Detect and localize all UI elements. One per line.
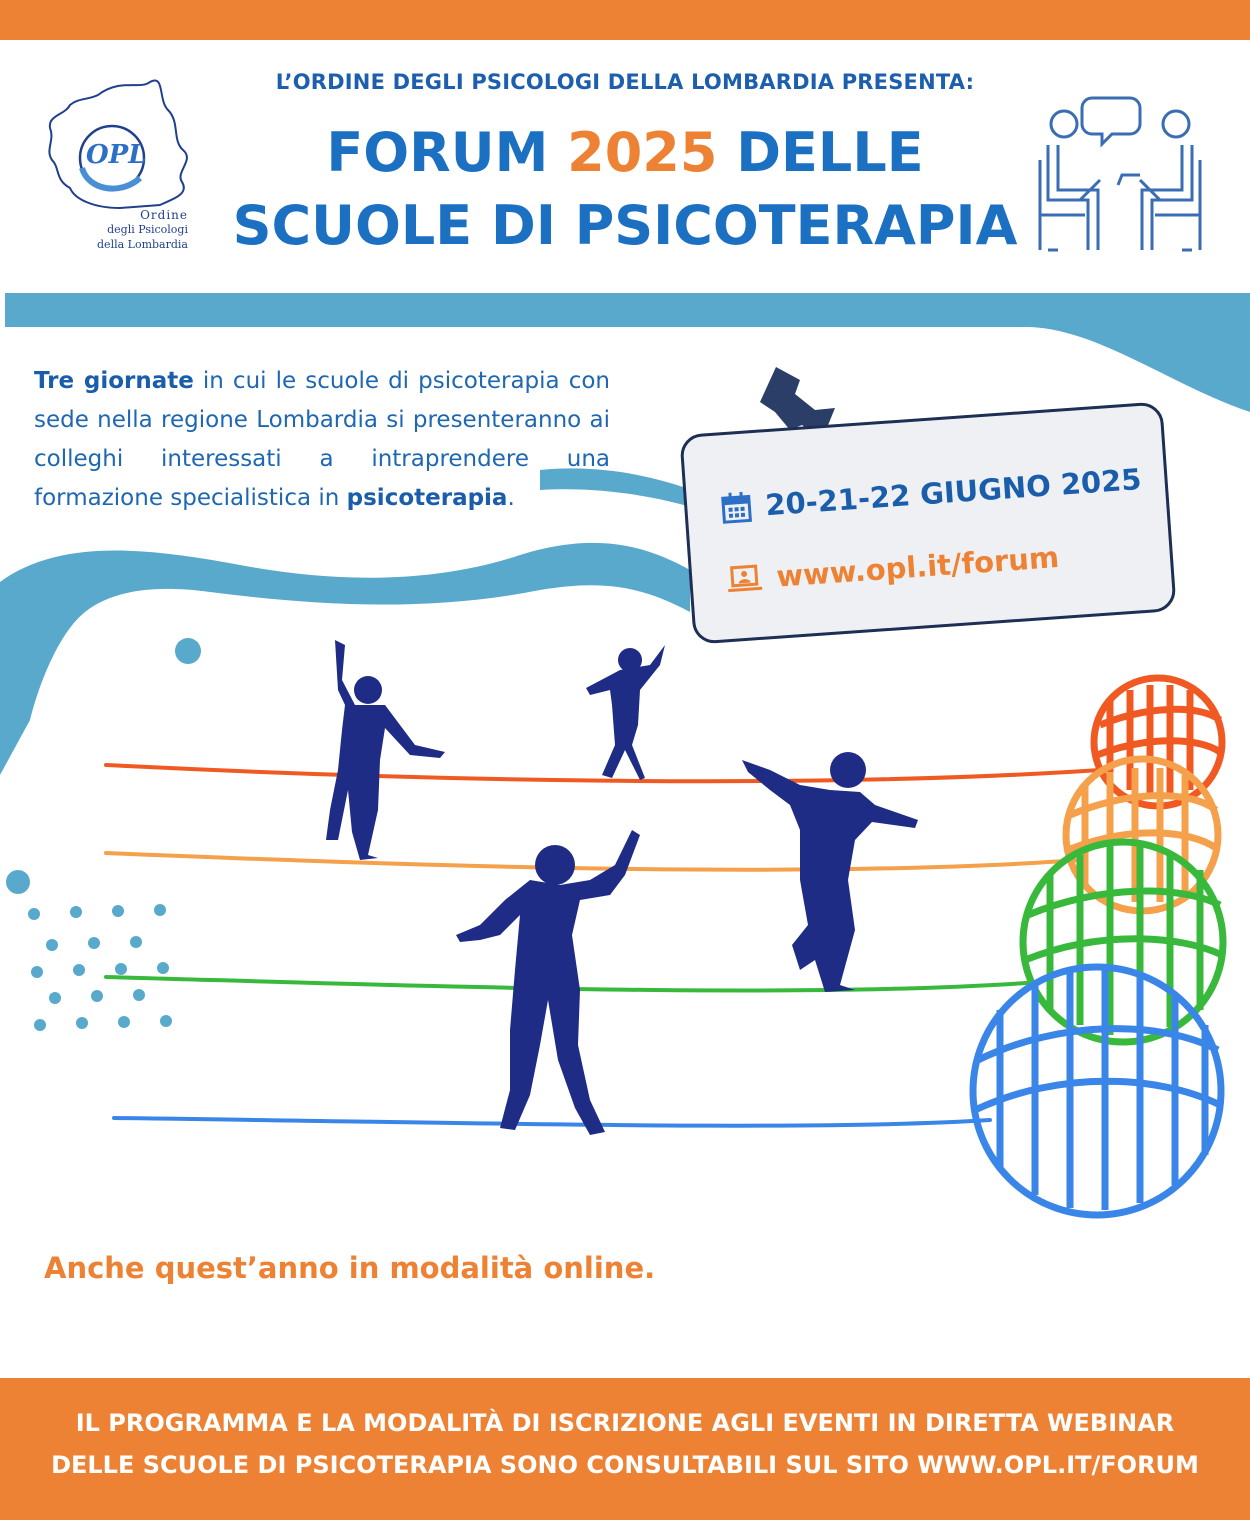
title-part1: FORUM (326, 121, 568, 184)
event-date-row (720, 462, 1142, 525)
online-note: Anche quest’anno in modalità online. (44, 1251, 656, 1285)
event-url-link[interactable]: www.opl.it/forum (775, 539, 1061, 594)
footer-line1: IL PROGRAMMA E LA MODALITÀ DI ISCRIZIONE AGLI EVENTI IN DIRETTA WEBINAR (75, 1409, 1175, 1437)
page-title-line2: SCUOLE DI PSICOTERAPIA (232, 194, 1018, 257)
calendar-icon (720, 490, 752, 524)
laptop-icon (725, 563, 763, 595)
logo-line3: della Lombardia (97, 238, 188, 251)
title-part2: DELLE (717, 121, 924, 184)
event-url-row (725, 540, 1060, 597)
intro-text-end: . (507, 485, 515, 511)
intro-text: in cui le scuole di psicoterapia con sede nella regione Lombardia si presenteranno ai colleghi interessati a intraprendere una formazione specialistica in (34, 368, 610, 511)
title-year: 2025 (567, 121, 718, 184)
event-callout-card (679, 401, 1176, 644)
logo-line2: degli Psicologi (107, 223, 188, 236)
intro-strong-psicoterapia: psicoterapia (346, 485, 508, 511)
footer-line2: DELLE SCUOLE DI PSICOTERAPIA SONO CONSULTABILI SUL SITO WWW.OPL.IT/FORUM (51, 1451, 1199, 1479)
logo-monogram: OPL (86, 140, 147, 170)
event-date: 20-21-22 GIUGNO 2025 (764, 462, 1143, 523)
intro-strong-tre-giornate: Tre giornate (34, 368, 194, 394)
logo-line1: Ordine (140, 208, 188, 222)
presenta-heading: L’ORDINE DEGLI PSICOLOGI DELLA LOMBARDIA PRESENTA: (275, 70, 975, 94)
